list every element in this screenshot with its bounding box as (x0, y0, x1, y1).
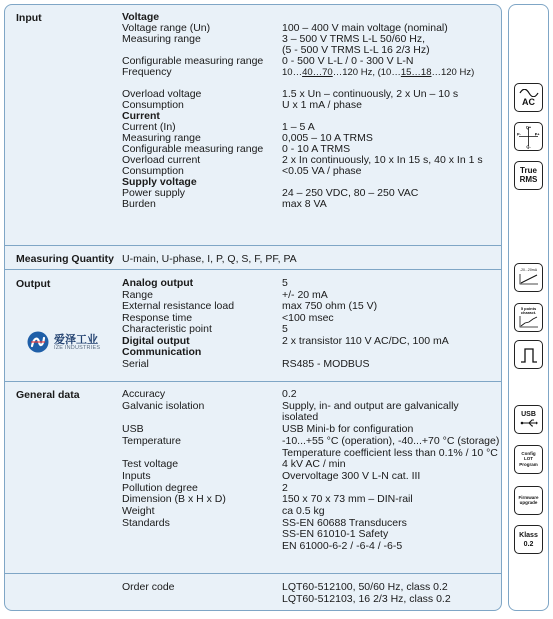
frequency-part: …120 Hz) (431, 67, 475, 78)
input-section (5, 5, 501, 245)
spec-key: Power supply (122, 187, 186, 199)
output-label: Output (16, 278, 51, 290)
spec-value: 150 x 70 x 73 mm – DIN-rail (282, 493, 413, 506)
spec-row (122, 594, 497, 605)
spec-key: Standards (122, 516, 170, 529)
frequency-part: 15…18 (400, 67, 432, 78)
spec-value: 4 kV AC / min (282, 458, 346, 471)
spec-key: Range (122, 288, 153, 301)
spec-value: EN 61000-6-2 / -6-4 / -6-5 (282, 540, 403, 553)
spec-row (122, 448, 497, 459)
spec-key: Characteristic point (122, 323, 212, 335)
measuring-quantity-value: U-main, U-phase, I, P, Q, S, F, PF, PA (122, 253, 297, 265)
spec-value: 5 (282, 277, 288, 289)
spec-key: Analog output (122, 277, 194, 289)
spec-key: Digital output (122, 334, 190, 347)
true-rms-icon: True RMS (514, 161, 543, 190)
spec-key: Voltage (122, 11, 160, 23)
spec-key: Current (In) (122, 121, 176, 133)
spec-row (122, 434, 500, 447)
spec-key: USB (122, 423, 144, 436)
spec-value: <0.05 VA / phase (282, 165, 362, 177)
spec-row (122, 199, 497, 210)
spec-value: <100 msec (282, 311, 334, 324)
general-section (5, 381, 501, 573)
spec-value: ca 0.5 kg (282, 505, 325, 517)
spec-value: isolated (282, 411, 319, 424)
spec-key: Frequency (122, 66, 172, 78)
spec-key: Galvanic isolation (122, 399, 205, 412)
spec-key: Measuring range (122, 132, 201, 144)
spec-row (122, 278, 497, 289)
spec-value (282, 67, 474, 78)
spec-key: Configurable measuring range (122, 55, 264, 67)
spec-key: Pollution degree (122, 481, 198, 494)
spec-value: 5 (282, 323, 288, 335)
spec-key: Supply voltage (122, 176, 197, 188)
spec-value: LQT60-512100, 50/60 Hz, class 0.2 (282, 581, 448, 593)
pulse-output-icon (514, 340, 543, 369)
spec-key: Dimension (B x H x D) (122, 493, 226, 506)
spec-value: LQT60-512103, 16 2/3 Hz, class 0.2 (282, 593, 451, 605)
svg-text:Q-: Q- (526, 145, 531, 149)
spec-value: SS-EN 61010-1 Safety (282, 528, 389, 541)
spec-key: External resistance load (122, 300, 235, 312)
usb-icon: USB (514, 405, 543, 434)
spec-value: 3 – 500 V TRMS L-L 50/60 Hz, (282, 33, 425, 45)
general-label: General data (16, 389, 80, 401)
ac-icon: AC (514, 83, 543, 112)
spec-row (122, 459, 497, 470)
spec-key: Measuring range (122, 33, 201, 45)
spec-row (122, 336, 497, 347)
spec-value: 0 - 500 V L-L / 0 - 300 V L-N (282, 55, 414, 67)
spec-key: Consumption (122, 165, 184, 177)
five-point-characteristic-icon: 5 points charact. (514, 303, 543, 332)
spec-value: 0 - 10 A TRMS (282, 143, 351, 155)
spec-row (122, 56, 497, 67)
spec-row (122, 529, 497, 540)
frequency-part: 10… (282, 67, 303, 78)
frequency-part: …120 Hz, (10… (332, 67, 401, 78)
logo-text-en: IZE INDUSTRIES (54, 345, 101, 351)
spec-row (122, 301, 497, 312)
frequency-part: 40…70 (302, 67, 333, 78)
logo-text-cn: 爱泽工业 (54, 334, 98, 346)
spec-key: Configurable measuring range (122, 143, 264, 155)
spec-value: max 8 VA (282, 198, 327, 210)
spec-row (122, 582, 497, 593)
spec-value: -10...+55 °C (operation), -40...+70 °C (storage) (282, 434, 500, 447)
order-section (5, 573, 501, 611)
spec-value: 2 x transistor 110 V AC/DC, 100 mA (282, 334, 449, 347)
spec-row (122, 100, 497, 111)
svg-text:Q+: Q+ (525, 125, 532, 130)
spec-value: Temperature coefficient less than 0.1% / 10 °C (282, 446, 498, 459)
spec-row (122, 483, 497, 494)
spec-key: Overload voltage (122, 88, 202, 100)
spec-key: Consumption (122, 99, 184, 111)
measuring-quantity-section (5, 245, 501, 269)
logo-mark-icon (27, 331, 49, 353)
spec-row (122, 518, 497, 529)
spec-key: Burden (122, 198, 156, 210)
company-logo (27, 329, 107, 355)
spec-key: Current (122, 110, 160, 122)
spec-row (122, 359, 497, 370)
spec-key: Temperature (122, 434, 181, 447)
spec-row (122, 324, 497, 335)
spec-key: Communication (122, 346, 202, 358)
spec-key: Overload current (122, 154, 201, 166)
spec-value: Overvoltage 300 V L-N cat. III (282, 469, 421, 482)
output-section (5, 269, 501, 381)
analog-range-icon: -20...20mA (514, 263, 543, 292)
spec-key: Serial (122, 357, 149, 370)
spec-value: 100 – 400 V main voltage (nominal) (282, 22, 448, 34)
spec-row (122, 313, 497, 324)
spec-value: USB Mini-b for configuration (282, 423, 414, 436)
spec-row (122, 541, 497, 552)
spec-key: Accuracy (122, 388, 166, 400)
spec-table (4, 4, 502, 611)
svg-text:P-: P- (517, 132, 521, 137)
spec-key: Response time (122, 311, 193, 324)
spec-key: Weight (122, 505, 155, 517)
input-label: Input (16, 12, 42, 24)
svg-text:P+: P+ (534, 132, 540, 137)
spec-row (122, 471, 497, 482)
spec-value: 24 – 250 VDC, 80 – 250 VAC (282, 187, 419, 199)
spec-row (122, 412, 497, 423)
accuracy-class-icon: Klass 0.2 (514, 525, 543, 554)
spec-value: 0,005 – 10 A TRMS (282, 132, 373, 144)
firmware-upgrade-icon: Firmware upgrade (514, 486, 543, 515)
spec-row (122, 67, 497, 78)
feature-icon-bar (508, 4, 549, 611)
spec-key: Test voltage (122, 458, 179, 471)
spec-row (122, 494, 497, 505)
spec-row (122, 506, 497, 517)
spec-value: 2 (282, 481, 288, 494)
spec-value: U x 1 mA / phase (282, 99, 362, 111)
spec-value: +/- 20 mA (282, 288, 328, 301)
spec-value: 0.2 (282, 388, 297, 400)
measuring-quantity-label: Measuring Quantity (16, 253, 115, 265)
four-quadrant-icon (514, 122, 543, 151)
spec-value: max 750 ohm (15 V) (282, 300, 378, 312)
spec-value: SS-EN 60688 Transducers (282, 516, 407, 529)
spec-row (122, 347, 497, 358)
spec-key: Order code (122, 581, 175, 593)
spec-value: (5 - 500 V TRMS L-L 16 2/3 Hz) (282, 44, 430, 56)
spec-value: RS485 - MODBUS (282, 357, 370, 370)
spec-key: Inputs (122, 469, 151, 482)
spec-value: 2 x In continuously, 10 x In 15 s, 40 x In 1 s (282, 154, 483, 166)
config-program-icon: Config LOT Program (514, 445, 543, 474)
spec-row (122, 401, 497, 412)
spec-key: Voltage range (Un) (122, 22, 211, 34)
spec-row (122, 424, 497, 435)
spec-row (122, 389, 497, 400)
spec-value: 1 – 5 A (282, 121, 315, 133)
spec-value: 1.5 x Un – continuously, 2 x Un – 10 s (282, 88, 459, 100)
spec-value: Supply, in- and output are galvanically (282, 399, 459, 412)
spec-row (122, 290, 497, 301)
